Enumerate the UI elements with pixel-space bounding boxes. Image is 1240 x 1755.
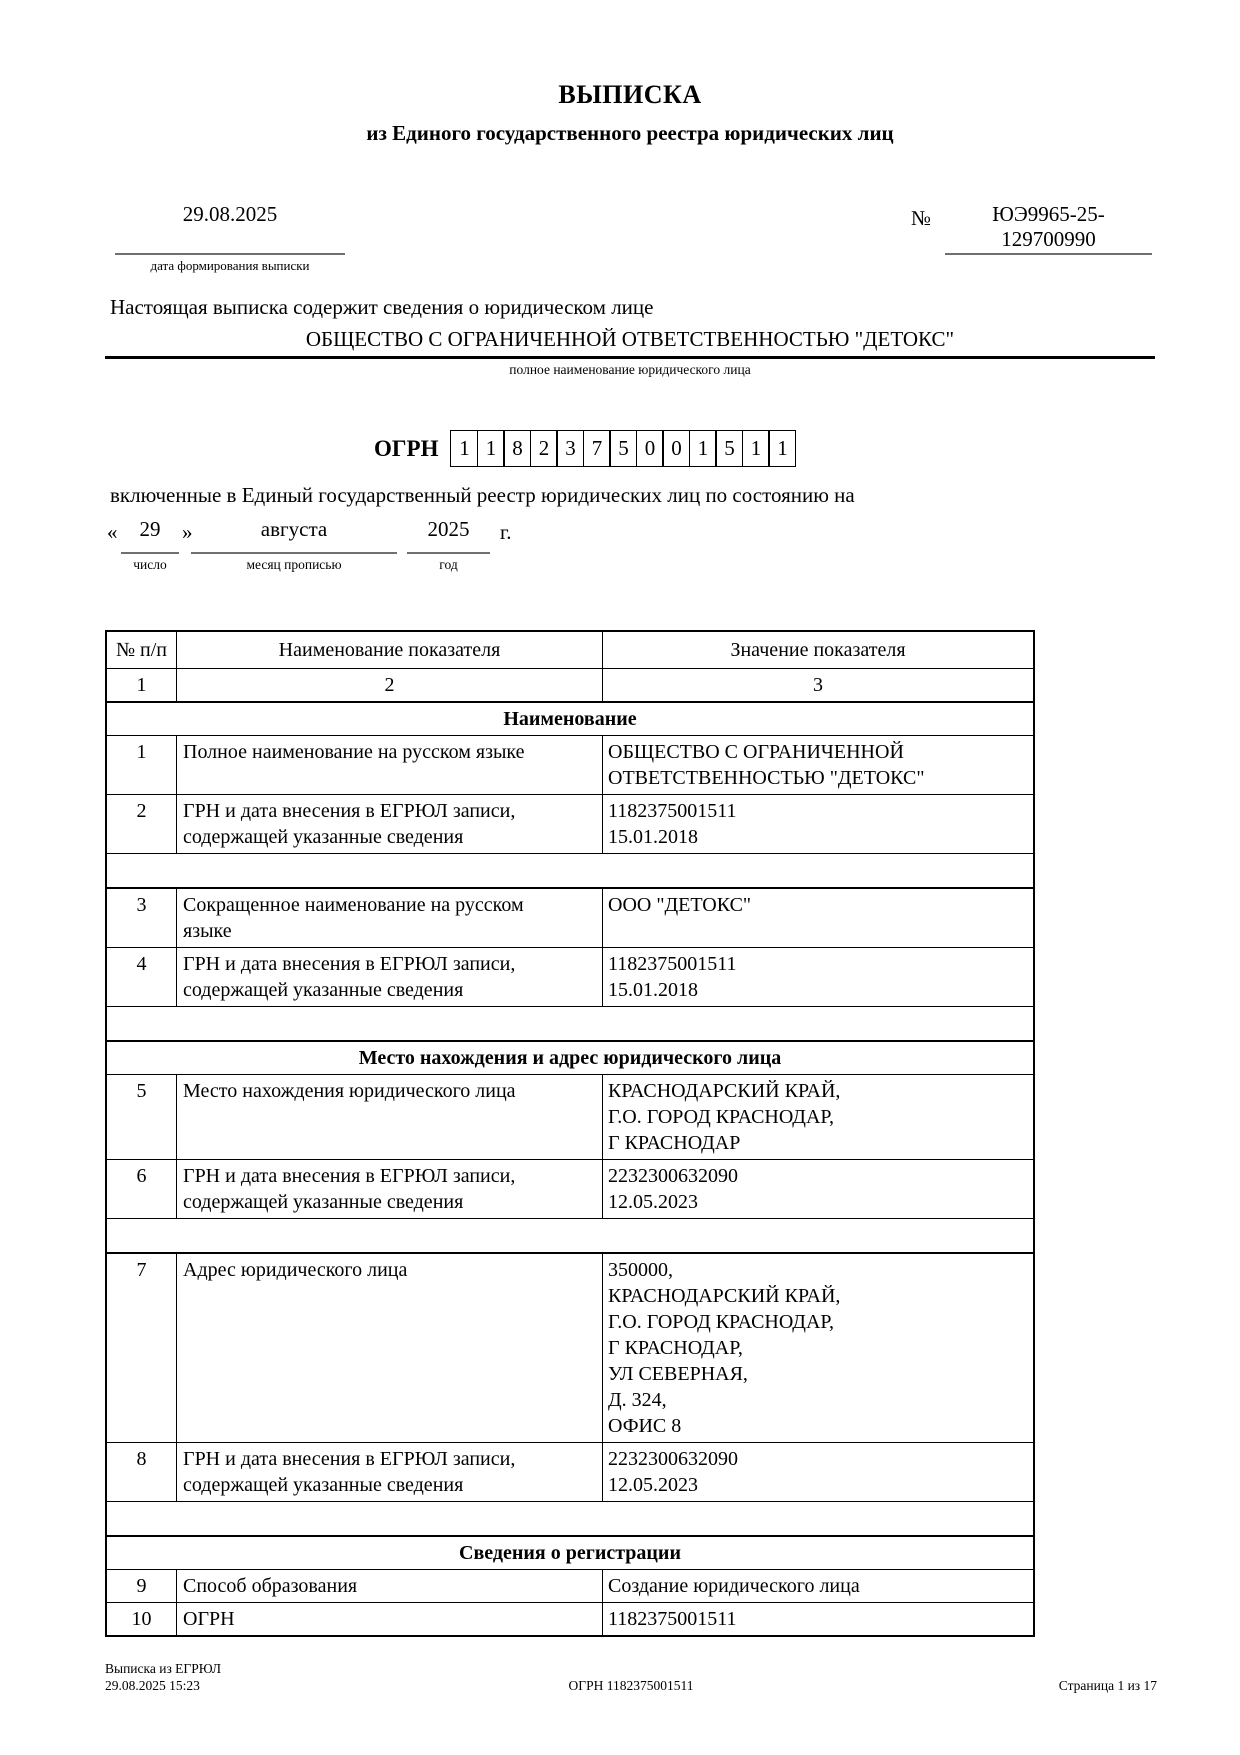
day-field xyxy=(121,517,179,554)
cell-line: 1182375001511 xyxy=(608,1608,737,1630)
row-number-cell: 5 xyxy=(107,1075,177,1159)
cell-line: 2232300632090 xyxy=(608,1448,738,1470)
page-title: ВЫПИСКА xyxy=(558,80,702,109)
issue-date: 29.08.2025 xyxy=(182,202,278,226)
table-row xyxy=(107,1602,1033,1635)
cell-line: 1182375001511 xyxy=(608,800,737,822)
cell-line: КРАСНОДАРСКИЙ КРАЙ, xyxy=(608,1080,841,1102)
cell-line: Место нахождения юридического лица xyxy=(183,1080,516,1102)
as-of-line: включенные в Единый государственный реестр юридических лиц по состоянию на xyxy=(110,483,855,507)
row-name-cell xyxy=(177,1443,603,1501)
month-value: августа xyxy=(260,517,328,541)
company-name-caption: полное наименование юридического лица xyxy=(509,362,751,377)
cell-line: ООО "ДЕТОКС" xyxy=(608,894,752,916)
number-sign: № xyxy=(911,206,932,230)
cell-line: содержащей указанные сведения xyxy=(183,826,464,848)
cell-line: содержащей указанные сведения xyxy=(183,1474,464,1496)
footer-center: ОГРН 1182375001511 xyxy=(568,1678,694,1693)
ogrn-label: ОГРН xyxy=(374,435,439,461)
spacer-row xyxy=(107,853,1033,887)
month-caption: месяц прописью xyxy=(246,557,342,572)
year-caption: год xyxy=(439,557,458,572)
row-number-cell: 6 xyxy=(107,1160,177,1218)
cell-line: Г.О. ГОРОД КРАСНОДАР, xyxy=(608,1106,835,1128)
cell-line: ОГРН xyxy=(183,1608,235,1630)
cell-line: содержащей указанные сведения xyxy=(183,1191,464,1213)
footer-left xyxy=(105,1660,405,1694)
lead-text: Настоящая выписка содержит сведения о юридическом лице xyxy=(110,295,654,319)
ogrn-digit-box: 5 xyxy=(609,430,637,467)
footer-right: Страница 1 из 17 xyxy=(1058,1678,1157,1693)
row-value-cell xyxy=(603,948,1033,1006)
col-header-value: Значение показателя xyxy=(730,639,906,661)
row-name-cell xyxy=(177,795,603,853)
cell-line: Создание юридического лица xyxy=(608,1575,860,1597)
row-number-cell: 2 xyxy=(107,795,177,853)
month-field xyxy=(191,517,397,554)
row-value-cell xyxy=(603,795,1033,853)
row-value-cell xyxy=(603,1570,1033,1602)
ogrn-digit-boxes xyxy=(450,430,796,467)
table-row xyxy=(107,887,1033,947)
row-value-cell xyxy=(603,889,1033,947)
issue-number-line2: 129700990 xyxy=(1001,227,1096,251)
col-header-name: Наименование показателя xyxy=(177,632,603,668)
ogrn-digit-box: 1 xyxy=(450,430,478,467)
row-name-cell xyxy=(177,1570,603,1602)
table-header-row xyxy=(107,632,1033,668)
ogrn-digit-box: 1 xyxy=(742,430,770,467)
spacer-row xyxy=(107,1501,1033,1535)
table-row xyxy=(107,1569,1033,1602)
table-row xyxy=(107,1074,1033,1159)
issue-date-caption: дата формирования выписки xyxy=(150,258,310,273)
ogrn-digit-box: 0 xyxy=(662,430,690,467)
section-header: Наименование xyxy=(107,701,1033,735)
spacer-row xyxy=(107,1218,1033,1252)
company-name-rule xyxy=(105,356,1155,359)
cell-line: ГРН и дата внесения в ЕГРЮЛ записи, xyxy=(183,800,516,822)
col-header-num: № п/п xyxy=(107,632,177,668)
cell-line: 15.01.2018 xyxy=(608,826,698,848)
cell-line: 12.05.2023 xyxy=(608,1474,698,1496)
row-value-cell xyxy=(603,1254,1033,1442)
cell-line: Г КРАСНОДАР, xyxy=(608,1337,743,1359)
ogrn-digit-box: 1 xyxy=(768,430,796,467)
table-row xyxy=(107,1442,1033,1501)
row-value-cell xyxy=(603,736,1033,794)
cell-line: УЛ СЕВЕРНАЯ, xyxy=(608,1363,748,1385)
year-field xyxy=(407,517,490,554)
cell-line: 2232300632090 xyxy=(608,1165,738,1187)
cell-line: ОБЩЕСТВО С ОГРАНИЧЕННОЙ xyxy=(608,741,904,763)
table-row xyxy=(107,947,1033,1006)
row-number-cell: 1 xyxy=(107,736,177,794)
cell-line: КРАСНОДАРСКИЙ КРАЙ, xyxy=(608,1285,841,1307)
cell-line: ОТВЕТСТВЕННОСТЬЮ "ДЕТОКС" xyxy=(608,767,925,789)
cell-line: 1182375001511 xyxy=(608,953,737,975)
spacer-row xyxy=(107,1006,1033,1040)
cell-line: 15.01.2018 xyxy=(608,979,698,1001)
year-value: 2025 xyxy=(427,517,470,541)
page-subtitle: из Единого государственного реестра юридических лиц xyxy=(366,121,894,145)
table-row xyxy=(107,1159,1033,1218)
cell-line: Способ образования xyxy=(183,1575,358,1597)
cell-line: содержащей указанные сведения xyxy=(183,979,464,1001)
cell-line: языке xyxy=(183,920,232,942)
ogrn-digit-box: 8 xyxy=(503,430,531,467)
table-row xyxy=(107,735,1033,794)
footer-left-line1: Выписка из ЕГРЮЛ xyxy=(105,1661,222,1676)
cell-line: ОФИС 8 xyxy=(608,1415,682,1437)
row-name-cell xyxy=(177,1603,603,1635)
row-number-cell: 7 xyxy=(107,1254,177,1442)
row-name-cell xyxy=(177,736,603,794)
ogrn-row xyxy=(374,430,796,467)
info-table xyxy=(105,630,1035,1637)
cell-line: Д. 324, xyxy=(608,1389,667,1411)
colnum-2: 2 xyxy=(177,669,603,701)
table-colnum-row xyxy=(107,668,1033,701)
cell-line: ГРН и дата внесения в ЕГРЮЛ записи, xyxy=(183,1165,516,1187)
ogrn-digit-box: 7 xyxy=(583,430,611,467)
cell-line: Адрес юридического лица xyxy=(183,1259,408,1281)
row-number-cell: 3 xyxy=(107,889,177,947)
open-quote: « xyxy=(107,520,118,544)
cell-line: Г КРАСНОДАР xyxy=(608,1132,741,1154)
row-value-cell xyxy=(603,1443,1033,1501)
row-value-cell xyxy=(603,1075,1033,1159)
footer-left-line2: 29.08.2025 15:23 xyxy=(105,1678,200,1693)
row-value-cell xyxy=(603,1160,1033,1218)
table-row xyxy=(107,794,1033,853)
cell-line: Г.О. ГОРОД КРАСНОДАР, xyxy=(608,1311,835,1333)
section-header: Сведения о регистрации xyxy=(107,1535,1033,1569)
day-value: 29 xyxy=(139,517,161,541)
ogrn-digit-box: 5 xyxy=(715,430,743,467)
row-name-cell xyxy=(177,889,603,947)
row-name-cell xyxy=(177,948,603,1006)
row-value-cell xyxy=(603,1603,1033,1635)
row-number-cell: 10 xyxy=(107,1603,177,1635)
cell-line: ГРН и дата внесения в ЕГРЮЛ записи, xyxy=(183,953,516,975)
year-suffix: г. xyxy=(500,520,512,544)
ogrn-digit-box: 1 xyxy=(689,430,717,467)
section-header: Место нахождения и адрес юридического лица xyxy=(107,1040,1033,1074)
cell-line: ГРН и дата внесения в ЕГРЮЛ записи, xyxy=(183,1448,516,1470)
company-full-name: ОБЩЕСТВО С ОГРАНИЧЕННОЙ ОТВЕТСТВЕННОСТЬЮ "ДЕТОКС" xyxy=(305,327,955,351)
issue-number-line1: ЮЭ9965-25- xyxy=(992,202,1105,226)
ogrn-digit-box: 0 xyxy=(636,430,664,467)
cell-line: Полное наименование на русском языке xyxy=(183,741,525,763)
row-name-cell xyxy=(177,1075,603,1159)
row-name-cell xyxy=(177,1160,603,1218)
colnum-3: 3 xyxy=(813,674,823,696)
day-caption: число xyxy=(133,557,167,572)
close-quote: » xyxy=(182,520,193,544)
ogrn-digit-box: 1 xyxy=(477,430,505,467)
ogrn-digit-box: 2 xyxy=(530,430,558,467)
colnum-1: 1 xyxy=(107,669,177,701)
page-footer xyxy=(105,1660,1157,1694)
cell-line: 12.05.2023 xyxy=(608,1191,698,1213)
row-number-cell: 9 xyxy=(107,1570,177,1602)
row-name-cell xyxy=(177,1254,603,1442)
row-number-cell: 8 xyxy=(107,1443,177,1501)
ogrn-digit-box: 3 xyxy=(556,430,584,467)
issue-number-field xyxy=(945,202,1152,255)
issue-date-field xyxy=(115,202,345,255)
row-number-cell: 4 xyxy=(107,948,177,1006)
cell-line: Сокращенное наименование на русском xyxy=(183,894,524,916)
table-row xyxy=(107,1252,1033,1442)
cell-line: 350000, xyxy=(608,1259,673,1281)
